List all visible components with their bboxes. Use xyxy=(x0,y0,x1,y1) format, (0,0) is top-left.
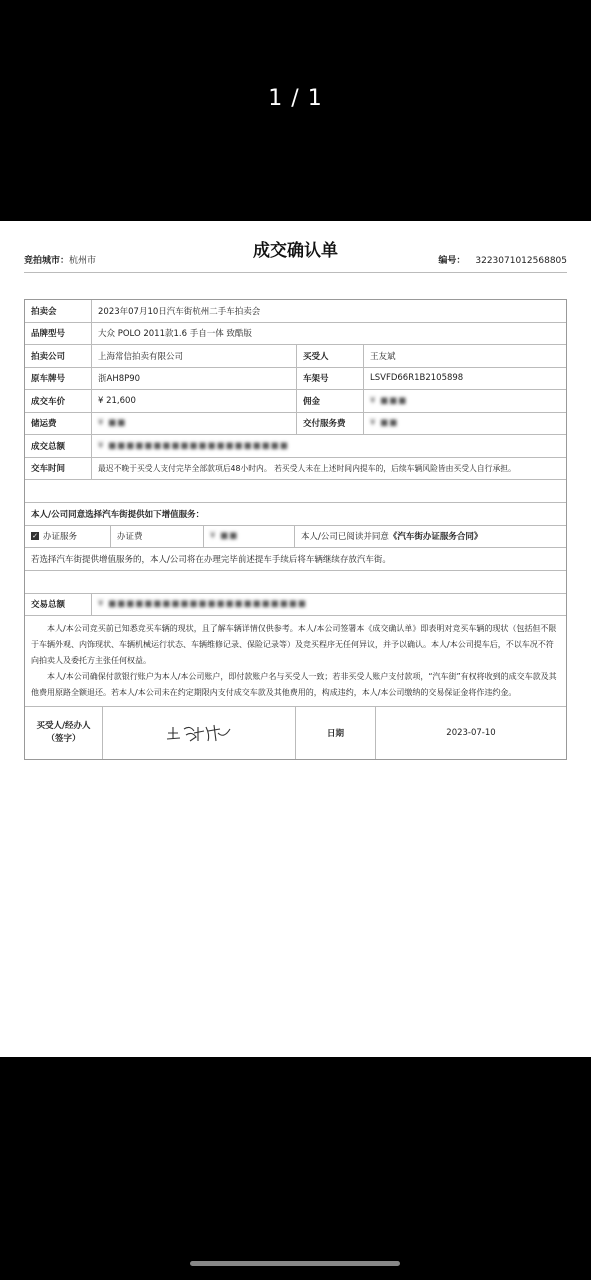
date-value: 2023-07-10 xyxy=(446,728,496,738)
table-row xyxy=(25,435,566,458)
home-indicator[interactable] xyxy=(190,1261,400,1266)
service-note: 若选择汽车街提供增值服务的，本人/公司将在办理完毕前述提车手续后将车辆继续存放汽车街。 xyxy=(31,554,391,565)
serial-value: 3223071012568805 xyxy=(475,256,567,266)
fee-value: ¥ ■■ xyxy=(204,526,295,548)
signature-field xyxy=(103,707,296,759)
table-row xyxy=(25,390,566,413)
city-value: 杭州市 xyxy=(69,256,97,266)
signature-row xyxy=(25,707,566,759)
field-label: 交车时间 xyxy=(25,458,92,480)
table-row xyxy=(25,345,566,368)
company-value: 上海常信拍卖有限公司 xyxy=(92,345,297,367)
service-header: 本人/公司同意选择汽车街提供如下增值服务： xyxy=(31,509,205,520)
table-row xyxy=(25,548,566,571)
table-row xyxy=(25,368,566,391)
field-label: 储运费 xyxy=(25,413,92,435)
table-row xyxy=(25,458,566,481)
auction-value: 2023年07月10日汽车街杭州二手车拍卖会 xyxy=(98,306,261,317)
terms-paragraph: 本人/本公司确保付款银行账户为本人/本公司账户，即付款账户名与买受人一致；若非买受人账户支付款项，“汽车街”有权将收到的成交车款及其他费用原路全额退还。若本人/本公司未在约定期限内支付成交车款及其他费用的，构成违约，本人/本公司缴纳的交易保证金将作违约金。 xyxy=(31,672,557,697)
vin-value: LSVFD66R1B2105898 xyxy=(370,373,464,384)
delivery-value: ¥ ■■ xyxy=(370,418,399,429)
field-label: 买受人 xyxy=(297,345,364,367)
price-value: ¥ 21,600 xyxy=(92,390,297,412)
table-row xyxy=(25,413,566,436)
agreement-link[interactable]: 《汽车街办证服务合同》 xyxy=(388,532,483,543)
serial-label: 编号： xyxy=(438,256,466,266)
field-label: 交易总额 xyxy=(25,594,92,616)
sign-label: 买受人/经办人 （签字） xyxy=(25,707,103,759)
field-label: 成交总额 xyxy=(25,435,92,457)
agreement-statement: 本人/公司已阅读并同意 《汽车街办证服务合同》 xyxy=(301,532,483,543)
serial-number xyxy=(438,253,567,266)
page-indicator: 1 / 1 xyxy=(268,86,323,111)
field-label: 佣金 xyxy=(297,390,364,412)
storage-value: ¥ ■■ xyxy=(92,413,297,435)
plate-value: 浙AH8P90 xyxy=(92,368,297,390)
table-row xyxy=(25,300,566,323)
empty-row xyxy=(25,480,566,503)
document-page xyxy=(0,221,591,1057)
delivery-time-value: 最迟不晚于买受人支付完毕全部款项后48小时内。 若买受人未在上述时间内提车的，后续车辆风险皆由买受人自行承担。 xyxy=(98,463,516,473)
document-title: 成交确认单 xyxy=(253,241,338,261)
field-label: 成交车价 xyxy=(25,390,92,412)
handwritten-signature xyxy=(164,721,234,745)
empty-row xyxy=(25,571,566,594)
service-option-checkbox[interactable] xyxy=(25,526,111,548)
trade-total-value: ¥ ■■■■■■■■■■■■■■■■■■■■■■ xyxy=(98,599,307,610)
table-row xyxy=(25,503,566,526)
terms-text xyxy=(25,616,566,706)
confirmation-table xyxy=(24,299,567,760)
field-label: 原车牌号 xyxy=(25,368,92,390)
service-option-label: 办证服务 xyxy=(43,532,78,543)
buyer-value: 王友斌 xyxy=(370,351,396,362)
table-row xyxy=(25,526,566,549)
commission-value: ¥ ■■■ xyxy=(370,395,408,406)
model-value: 大众 POLO 2011款1.6 手自一体 致酷版 xyxy=(98,329,252,340)
table-row xyxy=(25,594,566,617)
field-label: 拍卖公司 xyxy=(25,345,92,367)
auction-city xyxy=(24,253,96,266)
field-label: 拍卖会 xyxy=(25,300,92,322)
table-row xyxy=(25,323,566,346)
field-label: 品牌型号 xyxy=(25,323,92,345)
city-label: 竞拍城市： xyxy=(24,256,70,266)
field-label: 车架号 xyxy=(297,368,364,390)
fee-label: 办证费 xyxy=(111,526,204,548)
divider xyxy=(24,272,567,273)
terms-paragraph: 本人/本公司竞买前已知悉竞买车辆的现状，且了解车辆详情仅供参考。本人/本公司签署本《成交确认单》即表明对竞买车辆的现状（包括但不限于车辆外观、内饰现状、车辆机械运行状态、车辆维修记录、保险记录等）及竞买程序无任何异议，并予以确认。本人/本公司提车后，不以车况不符向拍卖人及委托方主张任何权益。 xyxy=(31,624,557,665)
terms-row xyxy=(25,616,566,707)
total-value: ¥ ■■■■■■■■■■■■■■■■■■■■ xyxy=(98,440,289,451)
field-label: 交付服务费 xyxy=(297,413,364,435)
checkbox-checked-icon: ✓ xyxy=(32,532,38,541)
date-label: 日期 xyxy=(296,707,376,759)
